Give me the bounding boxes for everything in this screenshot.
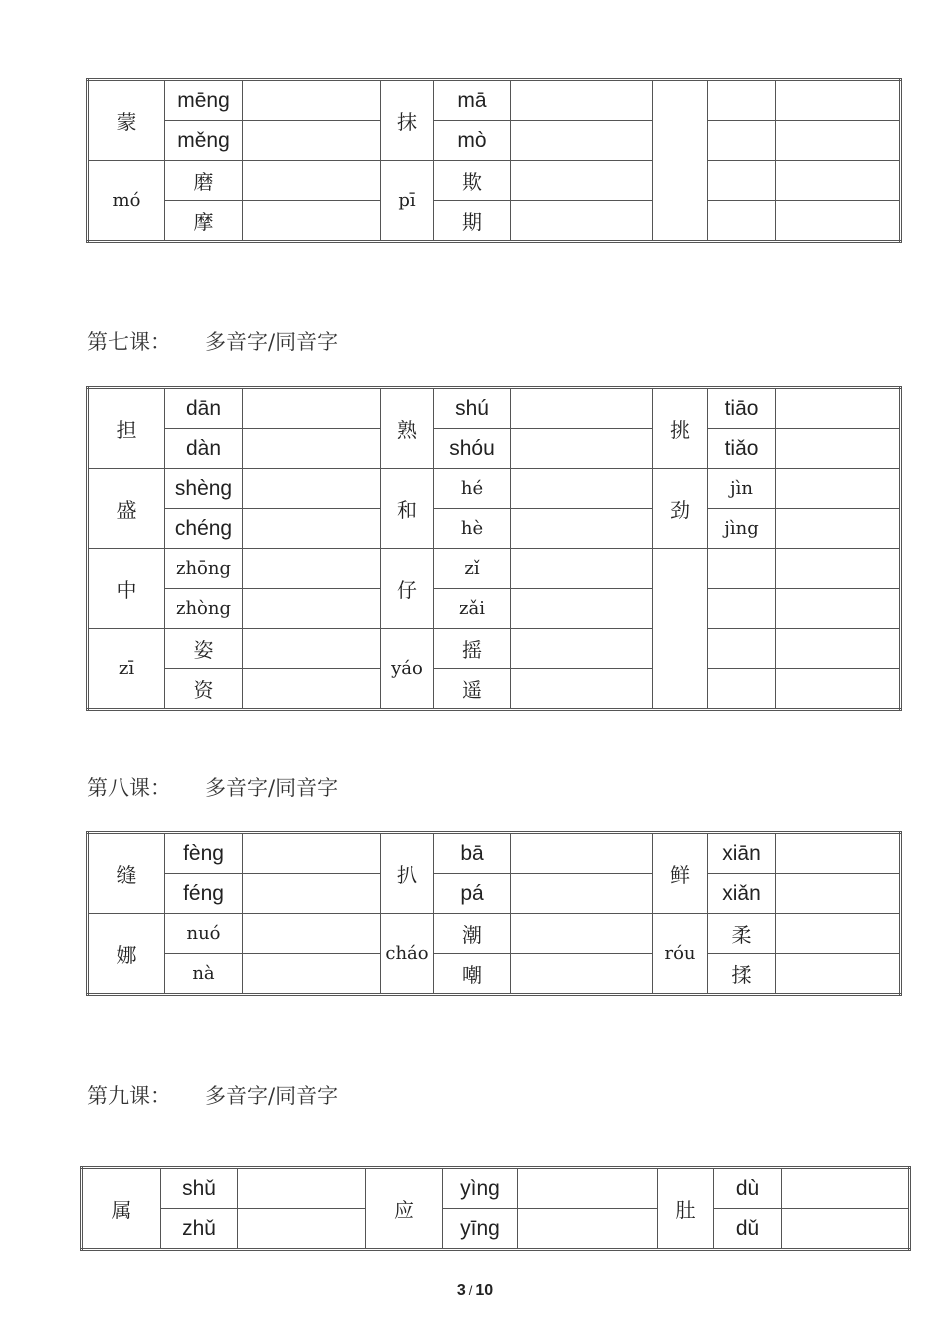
table-row xyxy=(88,509,901,549)
pinyin-cell: chéng xyxy=(165,509,243,549)
answer-cell[interactable] xyxy=(511,121,653,161)
answer-cell[interactable] xyxy=(511,388,653,429)
answer-cell[interactable] xyxy=(243,833,381,874)
table-row xyxy=(88,469,901,509)
answer-cell[interactable] xyxy=(511,201,653,242)
lesson-title xyxy=(87,326,338,356)
empty-pinyin-cell xyxy=(708,161,776,201)
answer-cell[interactable] xyxy=(511,469,653,509)
pinyin-cell: shǔ xyxy=(161,1168,238,1209)
table-row xyxy=(88,388,901,429)
pinyin-cell: zǎi xyxy=(434,589,511,629)
answer-cell[interactable] xyxy=(243,954,381,995)
answer-cell[interactable] xyxy=(243,201,381,242)
lesson8-table xyxy=(86,831,902,996)
char-cell: 摩 xyxy=(165,201,243,242)
answer-cell[interactable] xyxy=(776,833,901,874)
empty-pinyin-cell xyxy=(708,669,776,710)
answer-cell[interactable] xyxy=(776,201,901,242)
lesson-subtitle: 多音字/同音字 xyxy=(205,776,339,800)
pinyin-cell: xiān xyxy=(708,833,776,874)
polyphone-char: 熟 xyxy=(381,388,434,469)
answer-cell[interactable] xyxy=(511,589,653,629)
pinyin-cell: dàn xyxy=(165,429,243,469)
empty-pinyin-cell xyxy=(708,201,776,242)
lesson-title xyxy=(87,1080,338,1110)
polyphone-char: 挑 xyxy=(653,388,708,469)
table-row xyxy=(88,201,901,242)
answer-cell[interactable] xyxy=(243,874,381,914)
char-cell: 姿 xyxy=(165,629,243,669)
lesson-title xyxy=(87,772,338,802)
answer-cell[interactable] xyxy=(776,388,901,429)
table-row xyxy=(88,429,901,469)
polyphone-char: 扒 xyxy=(381,833,434,914)
answer-cell[interactable] xyxy=(776,914,901,954)
answer-cell[interactable] xyxy=(243,549,381,589)
pinyin-cell: pá xyxy=(434,874,511,914)
empty-pinyin-cell xyxy=(708,589,776,629)
homophone-pinyin: yáo xyxy=(381,629,434,710)
lesson-subtitle: 多音字/同音字 xyxy=(205,1084,339,1108)
pinyin-cell: féng xyxy=(165,874,243,914)
answer-cell[interactable] xyxy=(243,509,381,549)
pinyin-cell: zhǔ xyxy=(161,1209,238,1250)
table-row xyxy=(88,161,901,201)
pinyin-cell: tiāo xyxy=(708,388,776,429)
answer-cell[interactable] xyxy=(511,914,653,954)
lesson6-table xyxy=(86,78,902,243)
answer-cell[interactable] xyxy=(243,429,381,469)
answer-cell[interactable] xyxy=(243,669,381,710)
char-cell: 揉 xyxy=(708,954,776,995)
table-row xyxy=(88,589,901,629)
answer-cell[interactable] xyxy=(782,1209,910,1250)
pinyin-cell: tiǎo xyxy=(708,429,776,469)
polyphone-char: 和 xyxy=(381,469,434,549)
pinyin-cell: bā xyxy=(434,833,511,874)
answer-cell[interactable] xyxy=(511,549,653,589)
pinyin-cell: yìng xyxy=(443,1168,518,1209)
polyphone-char: 应 xyxy=(366,1168,443,1250)
table-row xyxy=(88,874,901,914)
table-row xyxy=(88,629,901,669)
answer-cell[interactable] xyxy=(511,509,653,549)
page-total: 10 xyxy=(475,1282,494,1299)
lesson-label: 第九课： xyxy=(87,1084,171,1108)
homophone-pinyin: mó xyxy=(88,161,165,242)
table-row xyxy=(88,914,901,954)
answer-cell[interactable] xyxy=(511,161,653,201)
char-cell: 潮 xyxy=(434,914,511,954)
page-separator: / xyxy=(468,1283,473,1298)
pinyin-cell: hè xyxy=(434,509,511,549)
table-row xyxy=(88,121,901,161)
answer-cell[interactable] xyxy=(776,469,901,509)
answer-cell[interactable] xyxy=(511,429,653,469)
polyphone-char: 肚 xyxy=(658,1168,714,1250)
answer-cell[interactable] xyxy=(776,509,901,549)
answer-cell[interactable] xyxy=(243,914,381,954)
pinyin-cell: jìng xyxy=(708,509,776,549)
lesson-label: 第七课： xyxy=(87,330,171,354)
empty-char-cell xyxy=(653,549,708,710)
polyphone-char: 鲜 xyxy=(653,833,708,914)
answer-cell[interactable] xyxy=(243,388,381,429)
answer-cell[interactable] xyxy=(776,669,901,710)
answer-cell[interactable] xyxy=(511,954,653,995)
table-row xyxy=(88,80,901,121)
page-number xyxy=(0,1282,950,1300)
table-row xyxy=(88,549,901,589)
empty-char-cell xyxy=(653,80,708,242)
polyphone-char: 抹 xyxy=(381,80,434,161)
lesson-subtitle: 多音字/同音字 xyxy=(205,330,339,354)
char-cell: 磨 xyxy=(165,161,243,201)
page-current: 3 xyxy=(456,1282,466,1299)
char-cell: 遥 xyxy=(434,669,511,710)
lesson9-table xyxy=(80,1166,911,1251)
lesson7-table xyxy=(86,386,902,711)
lesson-label: 第八课： xyxy=(87,776,171,800)
pinyin-cell: mò xyxy=(434,121,511,161)
table-row xyxy=(88,833,901,874)
pinyin-cell: shú xyxy=(434,388,511,429)
answer-cell[interactable] xyxy=(511,874,653,914)
homophone-pinyin: pī xyxy=(381,161,434,242)
pinyin-cell: xiǎn xyxy=(708,874,776,914)
answer-cell[interactable] xyxy=(782,1168,910,1209)
char-cell: 期 xyxy=(434,201,511,242)
polyphone-char: 中 xyxy=(88,549,165,629)
polyphone-char: 娜 xyxy=(88,914,165,995)
pinyin-cell: hé xyxy=(434,469,511,509)
pinyin-cell: shèng xyxy=(165,469,243,509)
answer-cell[interactable] xyxy=(776,161,901,201)
answer-cell[interactable] xyxy=(243,161,381,201)
char-cell: 柔 xyxy=(708,914,776,954)
polyphone-char: 盛 xyxy=(88,469,165,549)
answer-cell[interactable] xyxy=(776,80,901,121)
table-row xyxy=(88,954,901,995)
pinyin-cell: shóu xyxy=(434,429,511,469)
pinyin-cell: zhōng xyxy=(165,549,243,589)
answer-cell[interactable] xyxy=(776,121,901,161)
answer-cell[interactable] xyxy=(511,833,653,874)
answer-cell[interactable] xyxy=(243,629,381,669)
empty-pinyin-cell xyxy=(708,80,776,121)
answer-cell[interactable] xyxy=(518,1209,658,1250)
answer-cell[interactable] xyxy=(238,1209,366,1250)
polyphone-char: 劲 xyxy=(653,469,708,549)
answer-cell[interactable] xyxy=(243,469,381,509)
pinyin-cell: dǔ xyxy=(714,1209,782,1250)
answer-cell[interactable] xyxy=(776,589,901,629)
pinyin-cell: yīng xyxy=(443,1209,518,1250)
polyphone-char: 蒙 xyxy=(88,80,165,161)
polyphone-char: 缝 xyxy=(88,833,165,914)
answer-cell[interactable] xyxy=(776,549,901,589)
pinyin-cell: měng xyxy=(165,121,243,161)
char-cell: 欺 xyxy=(434,161,511,201)
polyphone-char: 属 xyxy=(82,1168,161,1250)
pinyin-cell: mēng xyxy=(165,80,243,121)
answer-cell[interactable] xyxy=(243,121,381,161)
pinyin-cell: zhòng xyxy=(165,589,243,629)
char-cell: 资 xyxy=(165,669,243,710)
answer-cell[interactable] xyxy=(518,1168,658,1209)
pinyin-cell: nà xyxy=(165,954,243,995)
table-row xyxy=(82,1168,910,1209)
answer-cell[interactable] xyxy=(243,80,381,121)
answer-cell[interactable] xyxy=(776,429,901,469)
homophone-pinyin: zī xyxy=(88,629,165,710)
char-cell: 嘲 xyxy=(434,954,511,995)
answer-cell[interactable] xyxy=(243,589,381,629)
pinyin-cell: mā xyxy=(434,80,511,121)
empty-pinyin-cell xyxy=(708,549,776,589)
pinyin-cell: dān xyxy=(165,388,243,429)
answer-cell[interactable] xyxy=(238,1168,366,1209)
answer-cell[interactable] xyxy=(776,629,901,669)
empty-pinyin-cell xyxy=(708,121,776,161)
homophone-pinyin: cháo xyxy=(381,914,434,995)
char-cell: 摇 xyxy=(434,629,511,669)
pinyin-cell: fèng xyxy=(165,833,243,874)
answer-cell[interactable] xyxy=(511,669,653,710)
polyphone-char: 仔 xyxy=(381,549,434,629)
answer-cell[interactable] xyxy=(776,874,901,914)
homophone-pinyin: róu xyxy=(653,914,708,995)
polyphone-char: 担 xyxy=(88,388,165,469)
pinyin-cell: jìn xyxy=(708,469,776,509)
answer-cell[interactable] xyxy=(776,954,901,995)
answer-cell[interactable] xyxy=(511,629,653,669)
empty-pinyin-cell xyxy=(708,629,776,669)
table-row xyxy=(88,669,901,710)
table-row xyxy=(82,1209,910,1250)
pinyin-cell: zǐ xyxy=(434,549,511,589)
pinyin-cell: dù xyxy=(714,1168,782,1209)
pinyin-cell: nuó xyxy=(165,914,243,954)
answer-cell[interactable] xyxy=(511,80,653,121)
